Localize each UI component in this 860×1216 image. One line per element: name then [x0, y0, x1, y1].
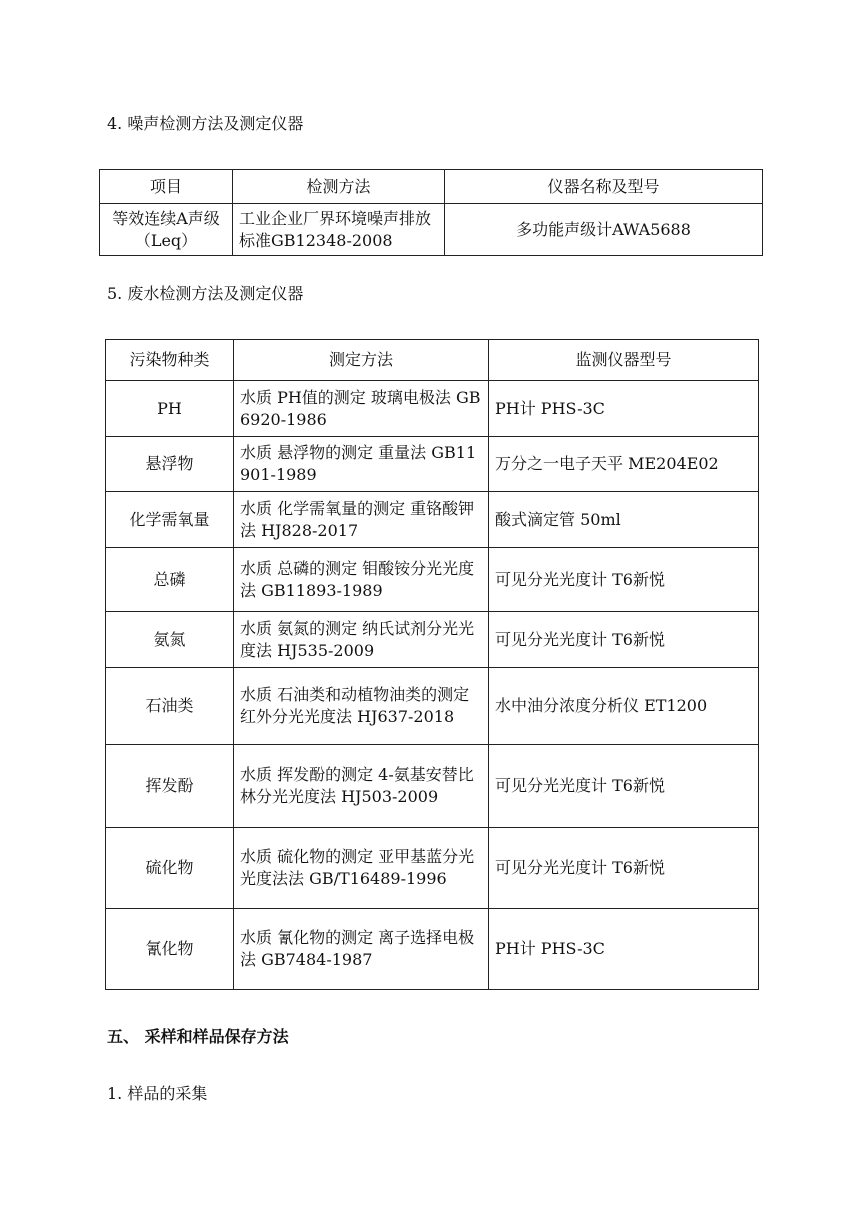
noise-method-cell: 工业企业厂界环境噪声排放标准GB12348-2008 — [233, 204, 445, 256]
table-row — [106, 381, 759, 437]
table-header-row — [106, 340, 759, 381]
header-instrument: 监测仪器型号 — [489, 340, 759, 381]
method-cell: 水质 挥发酚的测定 4-氨基安替比林分光光度法 HJ503-2009 — [234, 745, 489, 828]
header-item: 项目 — [100, 170, 233, 204]
sampling-heading: 1. 样品的采集 — [107, 1084, 208, 1103]
instrument-cell: 可见分光光度计 T6新悦 — [489, 745, 759, 828]
wastewater-method-table — [105, 339, 759, 990]
noise-item-cell: 等效连续A声级（Leq） — [100, 204, 233, 256]
table-row — [106, 828, 759, 909]
instrument-cell: PH计 PHS-3C — [489, 909, 759, 990]
pollutant-cell: 硫化物 — [106, 828, 234, 909]
header-pollutant: 污染物种类 — [106, 340, 234, 381]
method-cell: 水质 氨氮的测定 纳氏试剂分光光度法 HJ535-2009 — [234, 612, 489, 668]
noise-instrument-cell: 多功能声级计AWA5688 — [445, 204, 763, 256]
method-cell: 水质 氰化物的测定 离子选择电极法 GB7484-1987 — [234, 909, 489, 990]
pollutant-cell: PH — [106, 381, 234, 437]
instrument-cell: 可见分光光度计 T6新悦 — [489, 548, 759, 612]
table-row — [106, 437, 759, 492]
table-row — [106, 492, 759, 548]
method-cell: 水质 悬浮物的测定 重量法 GB11901-1989 — [234, 437, 489, 492]
method-cell: 水质 化学需氧量的测定 重铬酸钾法 HJ828-2017 — [234, 492, 489, 548]
instrument-cell: 万分之一电子天平 ME204E02 — [489, 437, 759, 492]
method-cell: 水质 硫化物的测定 亚甲基蓝分光光度法法 GB/T16489-1996 — [234, 828, 489, 909]
pollutant-cell: 氨氮 — [106, 612, 234, 668]
pollutant-cell: 化学需氧量 — [106, 492, 234, 548]
header-instrument: 仪器名称及型号 — [445, 170, 763, 204]
noise-section-heading: 4. 噪声检测方法及测定仪器 — [107, 114, 304, 133]
table-row — [106, 745, 759, 828]
pollutant-cell: 挥发酚 — [106, 745, 234, 828]
pollutant-cell: 石油类 — [106, 668, 234, 745]
header-method: 检测方法 — [233, 170, 445, 204]
instrument-cell: 水中油分浓度分析仪 ET1200 — [489, 668, 759, 745]
table-row — [106, 668, 759, 745]
pollutant-cell: 悬浮物 — [106, 437, 234, 492]
wastewater-section-heading: 5. 废水检测方法及测定仪器 — [107, 284, 304, 303]
table-row — [100, 204, 763, 256]
table-row — [106, 548, 759, 612]
instrument-cell: PH计 PHS-3C — [489, 381, 759, 437]
table-row — [106, 909, 759, 990]
noise-method-table — [99, 169, 763, 256]
method-cell: 水质 PH值的测定 玻璃电极法 GB6920-1986 — [234, 381, 489, 437]
header-method: 测定方法 — [234, 340, 489, 381]
table-row — [106, 612, 759, 668]
chapter-heading: 五、 采样和样品保存方法 — [107, 1027, 289, 1046]
instrument-cell: 酸式滴定管 50ml — [489, 492, 759, 548]
pollutant-cell: 氰化物 — [106, 909, 234, 990]
method-cell: 水质 总磷的测定 钼酸铵分光光度法 GB11893-1989 — [234, 548, 489, 612]
pollutant-cell: 总磷 — [106, 548, 234, 612]
method-cell: 水质 石油类和动植物油类的测定 红外分光光度法 HJ637-2018 — [234, 668, 489, 745]
table-header-row — [100, 170, 763, 204]
instrument-cell: 可见分光光度计 T6新悦 — [489, 612, 759, 668]
instrument-cell: 可见分光光度计 T6新悦 — [489, 828, 759, 909]
